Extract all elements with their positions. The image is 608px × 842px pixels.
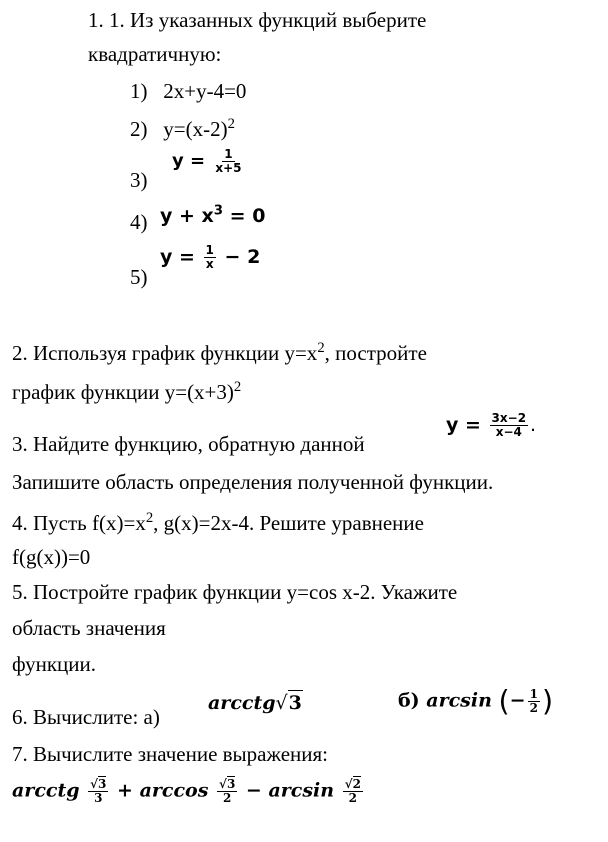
q7-expression — [12, 778, 365, 805]
q6-b-fraction — [528, 688, 540, 715]
q1-option-3-number: 3) — [130, 168, 148, 192]
q4-line-1 — [12, 511, 424, 535]
q7-term-3-function: arcsin — [268, 779, 335, 802]
q5-line-1: 5. Постройте график функции y=cos x-2. Укажите — [12, 580, 458, 604]
q7-term-2-numerator — [217, 778, 237, 792]
q6-part-b — [398, 684, 554, 718]
q7-term-3-denominator: 2 — [348, 791, 358, 806]
q7-operator-plus: + — [117, 779, 133, 802]
q1-option-4-part-a: y + x — [160, 205, 214, 227]
q2-line-2-text: график функции y=(x+3) — [12, 380, 234, 404]
q1-option-4-part-b: = 0 — [223, 205, 266, 227]
q1-option-1-text: 2x+y-4=0 — [163, 79, 247, 103]
q1-title-cont: квадратичную: — [88, 42, 222, 66]
q1-option-4-number: 4) — [130, 210, 148, 234]
q7-label: 7. Вычислите значение выражения: — [12, 742, 329, 766]
q7-term-2-denominator: 2 — [222, 791, 232, 806]
q7-term-1-numerator — [88, 778, 108, 792]
sqrt-icon: √ — [219, 777, 227, 791]
q7-term-2-function: arccos — [139, 779, 209, 802]
q4-line-1-exponent: 2 — [145, 509, 154, 526]
q6-a-function: arcctg — [208, 692, 276, 714]
q1-option-5-tail: − 2 — [224, 246, 261, 269]
q6-b-denominator: 2 — [529, 701, 538, 716]
q4-line-2: f(g(x))=0 — [12, 545, 91, 569]
sqrt-icon: √ — [275, 692, 288, 714]
q2-line-1 — [12, 341, 427, 365]
q7-term-1-radicand: 3 — [98, 777, 107, 791]
q1-option-3-lhs: y = — [172, 150, 206, 172]
q6-b-numerator: 1 — [529, 687, 538, 701]
q7-term-1-denominator: 3 — [94, 791, 103, 806]
q2-line-1-text: 2. Используя график функции y=x — [12, 341, 318, 365]
q1-title: 1. 1. Из указанных функций выберите — [88, 8, 427, 32]
q7-operator-minus: − — [245, 779, 262, 802]
q7-term-1-fraction — [88, 778, 108, 805]
q7-term-2-fraction — [217, 778, 237, 805]
sqrt-icon: √ — [344, 777, 353, 791]
q1-option-2-exponent: 2 — [227, 115, 235, 132]
q5-line-3: функции. — [12, 652, 96, 676]
sqrt-icon: √ — [90, 777, 99, 791]
q1-option-4-formula — [160, 204, 265, 228]
q1-option-5-denominator: x — [205, 257, 214, 272]
left-paren-icon: ( — [498, 684, 510, 718]
q3-formula-dot: . — [530, 414, 537, 437]
q3-formula-lhs: y = — [446, 414, 481, 437]
q6-label: 6. Вычислите: а) — [12, 705, 160, 729]
q7-term-3-numerator — [343, 778, 363, 792]
q3-formula — [446, 412, 536, 439]
q1-option-3-numerator: 1 — [224, 147, 233, 161]
q1-option-5-lhs: y = — [160, 246, 195, 269]
q1-option-5-fraction — [204, 244, 216, 271]
q1-option-5-formula — [160, 244, 260, 271]
q1-option-2-number: 2) — [130, 117, 148, 141]
q3-fraction — [490, 412, 529, 439]
q2-line-1-tail: , постройте — [324, 341, 427, 365]
q1-option-1-number: 1) — [130, 79, 148, 103]
q1-option-1 — [130, 79, 246, 103]
q7-term-2-radicand: 3 — [226, 777, 236, 791]
q3-line-2: Запишите область определения полученной функции. — [12, 470, 494, 494]
q7-term-1-function: arcctg — [12, 779, 80, 802]
q3-numerator: 3x−2 — [491, 411, 527, 425]
q6-b-sign: − — [509, 689, 526, 712]
q7-term-3-fraction — [343, 778, 363, 805]
q1-option-3-denominator: x+5 — [215, 161, 242, 176]
q2-line-1-exponent: 2 — [317, 339, 325, 356]
q1-option-3-fraction — [213, 148, 243, 175]
q2-line-2 — [12, 380, 241, 404]
q3-denominator: x−4 — [495, 425, 522, 440]
q6-part-a — [208, 690, 303, 715]
q4-line-1-text: 4. Пусть f(x)=x — [12, 511, 146, 535]
q1-option-5-numerator: 1 — [205, 243, 214, 257]
q6-b-function: arcsin — [426, 689, 492, 712]
q1-option-2 — [130, 117, 235, 141]
q4-line-1-tail: , g(x)=2x-4. Решите уравнение — [153, 511, 424, 535]
q1-option-2-text: y=(x-2) — [163, 117, 228, 141]
q1-option-3-formula — [172, 148, 246, 175]
q5-line-2: область значения — [12, 616, 166, 640]
q2-line-2-exponent: 2 — [233, 378, 242, 395]
q6-a-radicand: 3 — [288, 692, 302, 714]
q1-option-5-number: 5) — [130, 265, 148, 289]
q7-term-3-radicand: 2 — [352, 777, 361, 791]
q1-option-4-exponent: 3 — [213, 203, 224, 219]
q3-line-1: 3. Найдите функцию, обратную данной — [12, 432, 365, 456]
right-paren-icon: ) — [541, 684, 554, 718]
q6-b-label: б) — [398, 689, 420, 712]
